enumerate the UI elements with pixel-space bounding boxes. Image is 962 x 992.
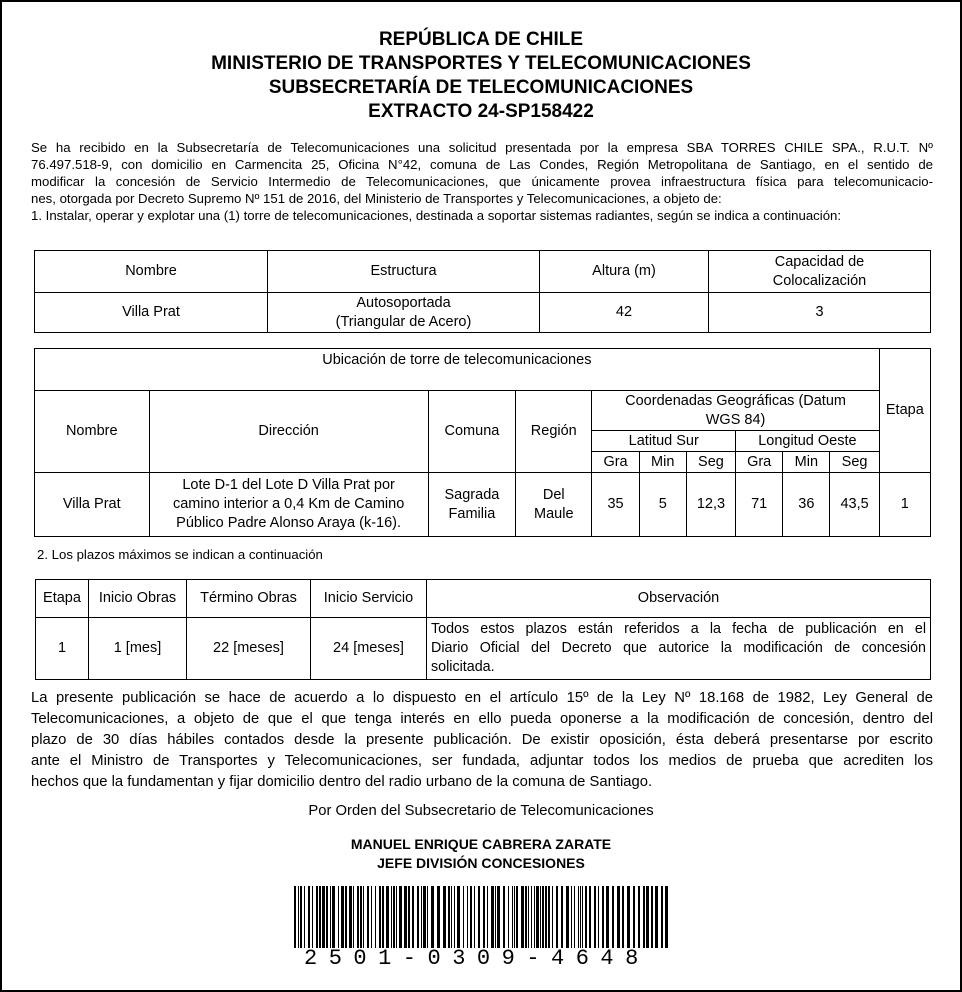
barcode-bar <box>528 886 529 948</box>
barcode-bar <box>512 886 513 948</box>
obs-line: solicitada. <box>431 659 495 675</box>
barcode-bar <box>470 886 472 948</box>
barcode-bar <box>421 886 422 948</box>
col-latitud: Latitud Sur <box>592 431 736 452</box>
barcode-bar <box>300 886 302 948</box>
location-table <box>34 348 931 537</box>
col-lat-gra: Gra <box>592 452 639 473</box>
barcode-bar <box>408 886 410 948</box>
direccion-line: Público Padre Alonso Araya (k-16). <box>176 515 402 531</box>
barcode-bar <box>338 886 339 948</box>
barcode-bar <box>417 886 419 948</box>
coord-line: Coordenadas Geográficas (Datum <box>625 392 846 409</box>
plazos-label: 2. Los plazos máximos se indican a continuación <box>37 547 323 562</box>
col-lat-min: Min <box>639 452 686 473</box>
col-nombre: Nombre <box>35 391 150 473</box>
intro-line: nes, otorgada por Decreto Supremo Nº 151 de 2016, del Ministerio de Transportes y Telecomunicaciones, a objeto de: <box>31 191 722 206</box>
barcode-bar <box>396 886 397 948</box>
barcode-bar <box>393 886 395 948</box>
barcode-bar <box>474 886 475 948</box>
barcode-bar <box>617 886 620 948</box>
barcode-bar <box>548 886 550 948</box>
barcode-bar <box>516 886 518 948</box>
barcode-bar <box>521 886 524 948</box>
signer-title: JEFE DIVISIÓN CONCESIONES <box>377 855 585 871</box>
estructura-line: (Triangular de Acero) <box>335 313 472 330</box>
barcode-bar <box>382 886 384 948</box>
tower-table <box>34 250 931 333</box>
barcode-bar <box>391 886 392 948</box>
comuna-line: Sagrada <box>444 486 500 503</box>
barcode-bar <box>379 886 381 948</box>
barcode <box>294 886 670 948</box>
barcode-bar <box>478 886 480 948</box>
cell-estructura <box>268 293 540 333</box>
cell-direccion <box>149 473 428 537</box>
coord-line: WGS 84) <box>705 411 766 428</box>
col-lat-seg: Seg <box>686 452 735 473</box>
cell-inicio-obras: 1 [mes] <box>89 618 187 680</box>
barcode-bar <box>322 886 325 948</box>
barcode-bar <box>661 886 663 948</box>
col-region: Región <box>516 391 592 473</box>
signer-name: MANUEL ENRIQUE CABRERA ZARATE <box>350 836 612 852</box>
barcode-bar <box>598 886 599 948</box>
barcode-bar <box>508 886 509 948</box>
barcode-bar <box>585 886 587 948</box>
barcode-bar <box>622 886 624 948</box>
barcode-bar <box>308 886 310 948</box>
col-lon-seg: Seg <box>830 452 879 473</box>
barcode-bar <box>561 886 563 948</box>
cell-altura: 42 <box>540 293 709 333</box>
direccion-line: camino interior a 0,4 Km de Camino <box>172 496 405 512</box>
barcode-bar <box>655 886 658 948</box>
cell-etapa: 1 <box>36 618 89 680</box>
col-nombre: Nombre <box>35 251 268 293</box>
cell-lat-gra: 35 <box>592 473 639 537</box>
estructura-line: Autosoportada <box>356 294 451 311</box>
barcode-bar <box>437 886 440 948</box>
cell-etapa: 1 <box>879 473 930 537</box>
col-inicio-obras: Inicio Obras <box>89 580 187 618</box>
col-estructura: Estructura <box>268 251 540 293</box>
barcode-bar <box>602 886 604 948</box>
barcode-bar <box>353 886 354 948</box>
barcode-bar <box>448 886 450 948</box>
barcode-bar <box>341 886 344 948</box>
barcode-number: 2501-0309-4648 <box>304 946 650 971</box>
cell-capacidad: 3 <box>709 293 931 333</box>
barcode-bar <box>399 886 402 948</box>
barcode-bar <box>451 886 452 948</box>
cell-region <box>516 473 592 537</box>
barcode-bar <box>443 886 446 948</box>
col-longitud: Longitud Oeste <box>736 431 880 452</box>
barcode-bar <box>495 886 496 948</box>
barcode-bar <box>491 886 494 948</box>
barcode-bar <box>503 886 505 948</box>
barcode-bar <box>633 886 635 948</box>
cell-termino-obras: 22 [meses] <box>187 618 311 680</box>
barcode-bar <box>574 886 575 948</box>
barcode-bar <box>349 886 352 948</box>
barcode-bar <box>404 886 407 948</box>
barcode-bar <box>643 886 645 948</box>
barcode-bar <box>326 886 328 948</box>
barcode-bar <box>542 886 544 948</box>
barcode-bar <box>540 886 541 948</box>
cell-nombre: Villa Prat <box>35 293 268 333</box>
barcode-bar <box>357 886 359 948</box>
col-comuna: Comuna <box>428 391 515 473</box>
barcode-bar <box>612 886 614 948</box>
intro-line: Se ha recibido en la Subsecretaría de Telecomunicaciones una solicitud presentada por la empresa SBA TORRES CHILE SPA., R.U.T. Nº <box>31 140 933 155</box>
intro-line: modificar la concesión de Servicio Intermedio de Telecomunicaciones, que únicamente provea infraestructura física para telecomunicacio- <box>31 174 933 189</box>
header-subsecretaria: SUBSECRETARÍA DE TELECOMUNICACIONES <box>268 77 694 98</box>
closing-line: Telecomunicaciones, a objeto de que el que tenga interés en ello pueda oponerse a la modificación de concesión, dentro del <box>31 711 933 727</box>
barcode-bar <box>371 886 372 948</box>
barcode-bar <box>316 886 318 948</box>
barcode-bar <box>497 886 500 948</box>
col-lon-min: Min <box>783 452 830 473</box>
barcode-bar <box>319 886 321 948</box>
barcode-bar <box>463 886 464 948</box>
barcode-bar <box>454 886 455 948</box>
closing-line: ante el Ministro de Transportes y Telecomunicaciones, ser fundada, adjuntar todos los medios de prueba que acrediten los <box>31 753 933 769</box>
closing-paragraph <box>31 688 933 793</box>
intro-paragraph <box>31 139 933 224</box>
barcode-bar <box>580 886 581 948</box>
barcode-bar <box>345 886 347 948</box>
barcode-bar <box>487 886 488 948</box>
obs-line: Diario Oficial del Decreto que autorice la modificación de concesión <box>431 640 926 656</box>
barcode-bar <box>606 886 609 948</box>
barcode-bar <box>312 886 313 948</box>
header-extract: EXTRACTO 24-SP158422 <box>368 101 594 122</box>
barcode-bar <box>332 886 335 948</box>
region-line: Del <box>542 486 565 503</box>
barcode-bar <box>294 886 296 948</box>
header-ministry: MINISTERIO DE TRANSPORTES Y TELECOMUNICACIONES <box>211 53 751 74</box>
barcode-bar <box>423 886 426 948</box>
cell-lon-min: 36 <box>783 473 830 537</box>
col-capacidad-line: Colocalización <box>772 272 867 289</box>
region-line: Maule <box>534 505 574 522</box>
barcode-bar <box>571 886 572 948</box>
barcode-bar <box>360 886 362 948</box>
col-observacion: Observación <box>427 580 931 618</box>
intro-line: 76.497.518-9, con domicilio en Carmencita 25, Oficina N°42, comuna de Las Condes, Región Metropolitana de Santiago, en el sentido de <box>31 157 933 172</box>
cell-lon-gra: 71 <box>736 473 783 537</box>
comuna-line: Familia <box>448 505 496 522</box>
cell-lat-min: 5 <box>639 473 686 537</box>
barcode-bar <box>589 886 591 948</box>
col-inicio-servicio: Inicio Servicio <box>311 580 427 618</box>
barcode-bar <box>330 886 331 948</box>
col-capacidad-line: Capacidad de <box>774 253 865 270</box>
barcode-bar <box>304 886 305 948</box>
barcode-bar <box>298 886 299 948</box>
col-termino-obras: Término Obras <box>187 580 311 618</box>
barcode-bar <box>552 886 553 948</box>
closing-line: plazo de 30 días hábiles contados desde la presente publicación. De existir oposición, ésta deberá presentarse por escrito <box>31 732 933 748</box>
location-title: Ubicación de torre de telecomunicaciones <box>35 349 880 391</box>
col-etapa: Etapa <box>879 349 930 473</box>
barcode-bar <box>467 886 468 948</box>
barcode-bar <box>514 886 515 948</box>
barcode-bar <box>556 886 558 948</box>
barcode-bar <box>483 886 485 948</box>
col-etapa: Etapa <box>36 580 89 618</box>
barcode-bar <box>525 886 527 948</box>
col-lon-gra: Gra <box>736 452 783 473</box>
barcode-bar <box>578 886 579 948</box>
barcode-bar <box>534 886 535 948</box>
cell-lon-seg: 43,5 <box>830 473 879 537</box>
barcode-bar <box>375 886 376 948</box>
barcode-bar <box>431 886 434 948</box>
obs-line: Todos estos plazos están referidos a la fecha de publicación en el <box>431 621 926 637</box>
intro-line: 1. Instalar, operar y explotar una (1) torre de telecomunicaciones, destinada a soportar sistemas radiantes, según se indica a continuación: <box>31 208 842 223</box>
order-line: Por Orden del Subsecretario de Telecomunicaciones <box>308 803 654 819</box>
closing-line: La presente publicación se hace de acuerdo a lo dispuesto en el artículo 15º de la Ley Nº 18.168 de 1982, Ley General de <box>31 690 933 706</box>
cell-comuna <box>428 473 515 537</box>
barcode-bar <box>457 886 460 948</box>
barcode-bar <box>545 886 547 948</box>
schedule-table <box>35 579 931 680</box>
header-country: REPÚBLICA DE CHILE <box>378 29 584 50</box>
barcode-bar <box>566 886 569 948</box>
barcode-bar <box>646 886 649 948</box>
barcode-bar <box>386 886 389 948</box>
closing-line: hechos que la fundamentan y fijar domicilio dentro del radio urbano de la comuna de Santiago. <box>31 774 653 790</box>
barcode-bar <box>367 886 369 948</box>
col-capacidad <box>709 251 931 293</box>
barcode-bar <box>594 886 596 948</box>
barcode-bar <box>412 886 414 948</box>
barcode-bar <box>651 886 653 948</box>
barcode-bar <box>665 886 668 948</box>
cell-inicio-servicio: 24 [meses] <box>311 618 427 680</box>
barcode-bar <box>638 886 640 948</box>
cell-lat-seg: 12,3 <box>686 473 735 537</box>
barcode-bar <box>627 886 630 948</box>
barcode-bar <box>582 886 583 948</box>
col-coordenadas <box>592 391 879 431</box>
col-direccion: Dirección <box>149 391 428 473</box>
barcode-bar <box>427 886 428 948</box>
cell-nombre: Villa Prat <box>35 473 150 537</box>
barcode-bar <box>531 886 532 948</box>
col-altura: Altura (m) <box>540 251 709 293</box>
direccion-line: Lote D-1 del Lote D Villa Prat por <box>182 477 395 493</box>
cell-observacion <box>427 618 931 680</box>
barcode-bar <box>536 886 539 948</box>
barcode-bar <box>363 886 364 948</box>
